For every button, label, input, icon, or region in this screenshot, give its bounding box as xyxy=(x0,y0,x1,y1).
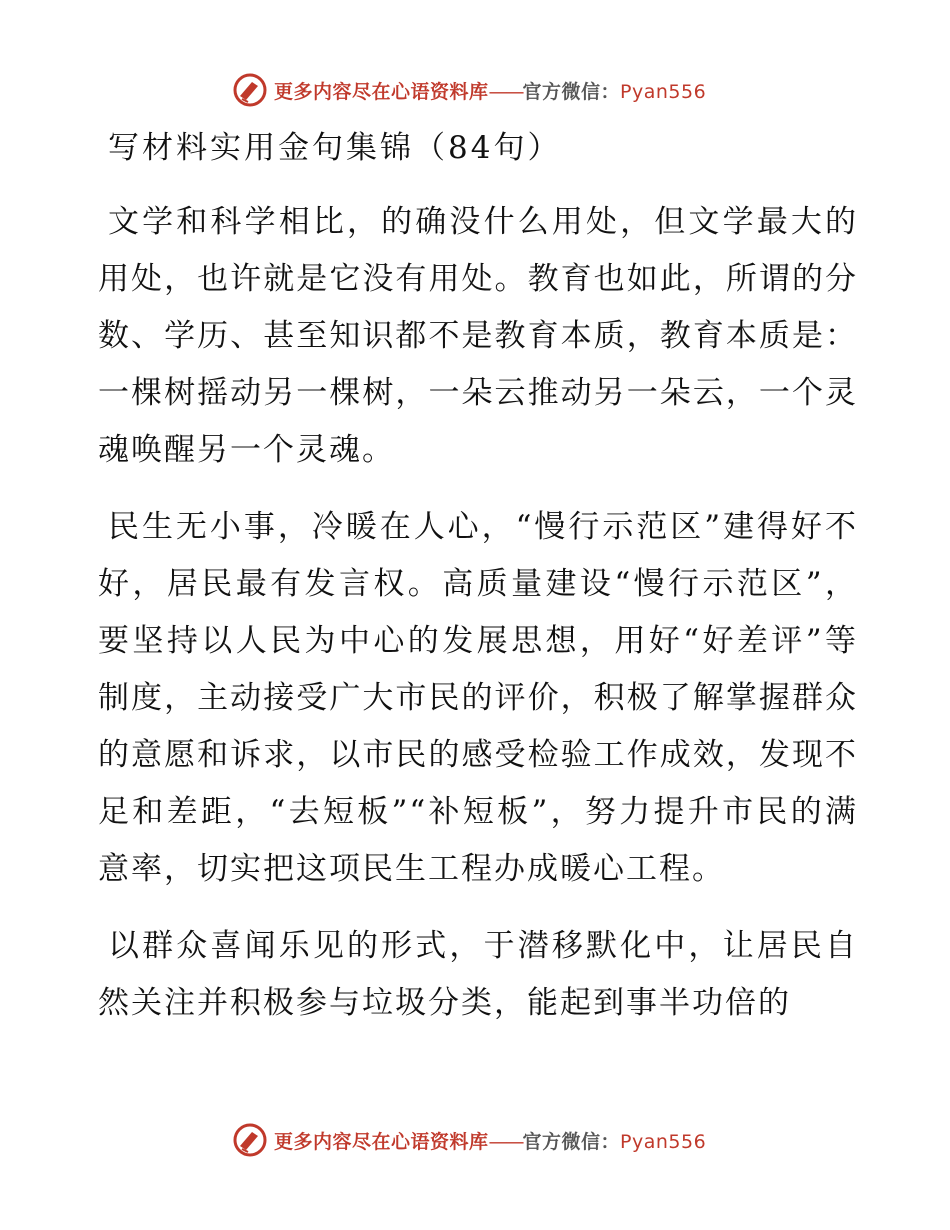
paragraph: 民生无小事，冷暖在人心，“慢行示范区”建得好不好，居民最有发言权。高质量建设“慢行示范区”，要坚持以人民为中心的发展思想，用好“好差评”等制度，主动接受广大市民的评价，积极了解掌握群众的意愿和诉求，以市民的感受检验工作成效，发现不足和差距，“去短板”“补短板”，努力提升市民的满意率，切实把这项民生工程办成暖心工程。 xyxy=(98,509,858,887)
banner-separator: —— xyxy=(488,80,523,103)
banner-brand-text: 更多内容尽在心语资料库 xyxy=(274,1130,489,1153)
document-title: 写材料实用金句集锦（84句） xyxy=(108,130,562,166)
header-watermark-banner xyxy=(232,70,712,110)
banner-wechat-label: 官方微信： xyxy=(522,80,621,103)
banner-brand-text: 更多内容尽在心语资料库 xyxy=(274,80,489,103)
paragraph: 文学和科学相比，的确没什么用处，但文学最大的用处，也许就是它没有用处。教育也如此，所谓的分数、学历、甚至知识都不是教育本质，教育本质是：一棵树摇动另一棵树，一朵云推动另一朵云，一个灵魂唤醒另一个灵魂。 xyxy=(98,204,858,468)
paragraph: 以群众喜闻乐见的形式，于潜移默化中，让居民自然关注并积极参与垃圾分类，能起到事半功倍的 xyxy=(98,928,858,1021)
book-pen-logo-icon xyxy=(232,72,268,108)
banner-wechat-id: Pyan556 xyxy=(620,1130,707,1153)
document-body xyxy=(98,194,858,1052)
banner-separator: —— xyxy=(488,1130,523,1153)
banner-wechat-label: 官方微信： xyxy=(522,1130,621,1153)
banner-wechat-id: Pyan556 xyxy=(620,80,707,103)
footer-watermark-banner xyxy=(232,1120,712,1160)
book-pen-logo-icon xyxy=(232,1122,268,1158)
